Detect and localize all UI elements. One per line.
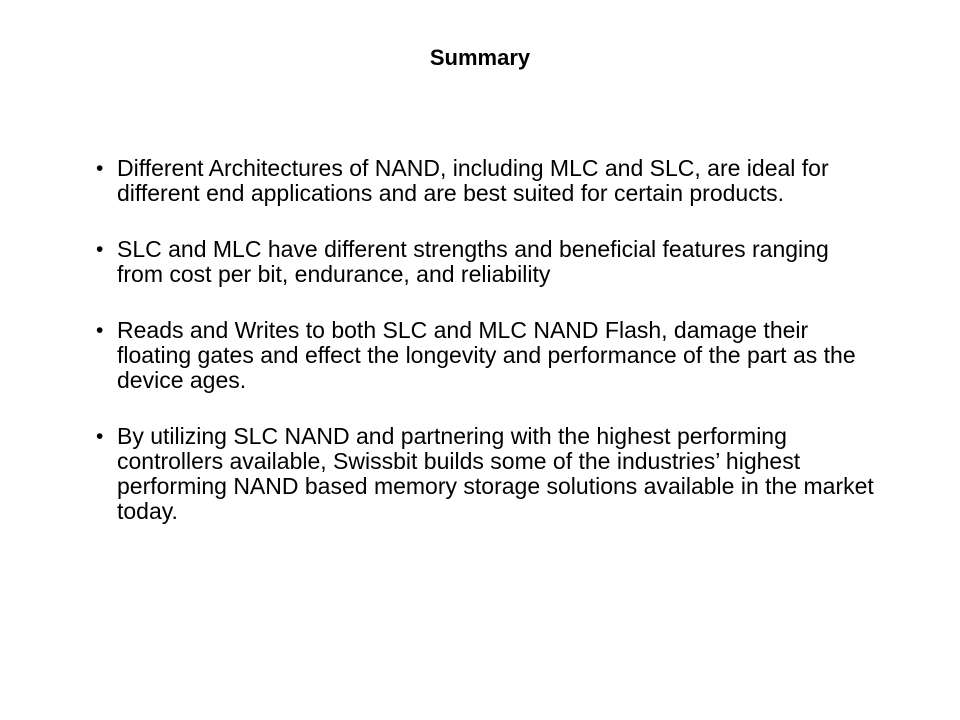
bullet-list <box>96 156 876 555</box>
bullet-item-strengths <box>96 237 876 287</box>
bullet-item-reads-writes <box>96 318 876 393</box>
bullet-item-architectures <box>96 156 876 206</box>
slide-title: Summary <box>429 45 531 70</box>
bullet-item-swissbit <box>96 424 876 524</box>
bullet-text: • Different Architectures of NAND, including MLC and SLC, are ideal for different end applications and are best suited for certain products. <box>117 155 829 206</box>
bullet-text: • By utilizing SLC NAND and partnering with the highest performing controllers available, Swissbit builds some of the industries’ highest performing NAND based memory storage solutions available in the market today. <box>117 423 874 524</box>
bullet-text: • Reads and Writes to both SLC and MLC NAND Flash, damage their floating gates and effect the longevity and performance of the part as the device ages. <box>117 317 856 393</box>
bullet-text: • SLC and MLC have different strengths and beneficial features ranging from cost per bit, endurance, and reliability <box>117 236 829 287</box>
